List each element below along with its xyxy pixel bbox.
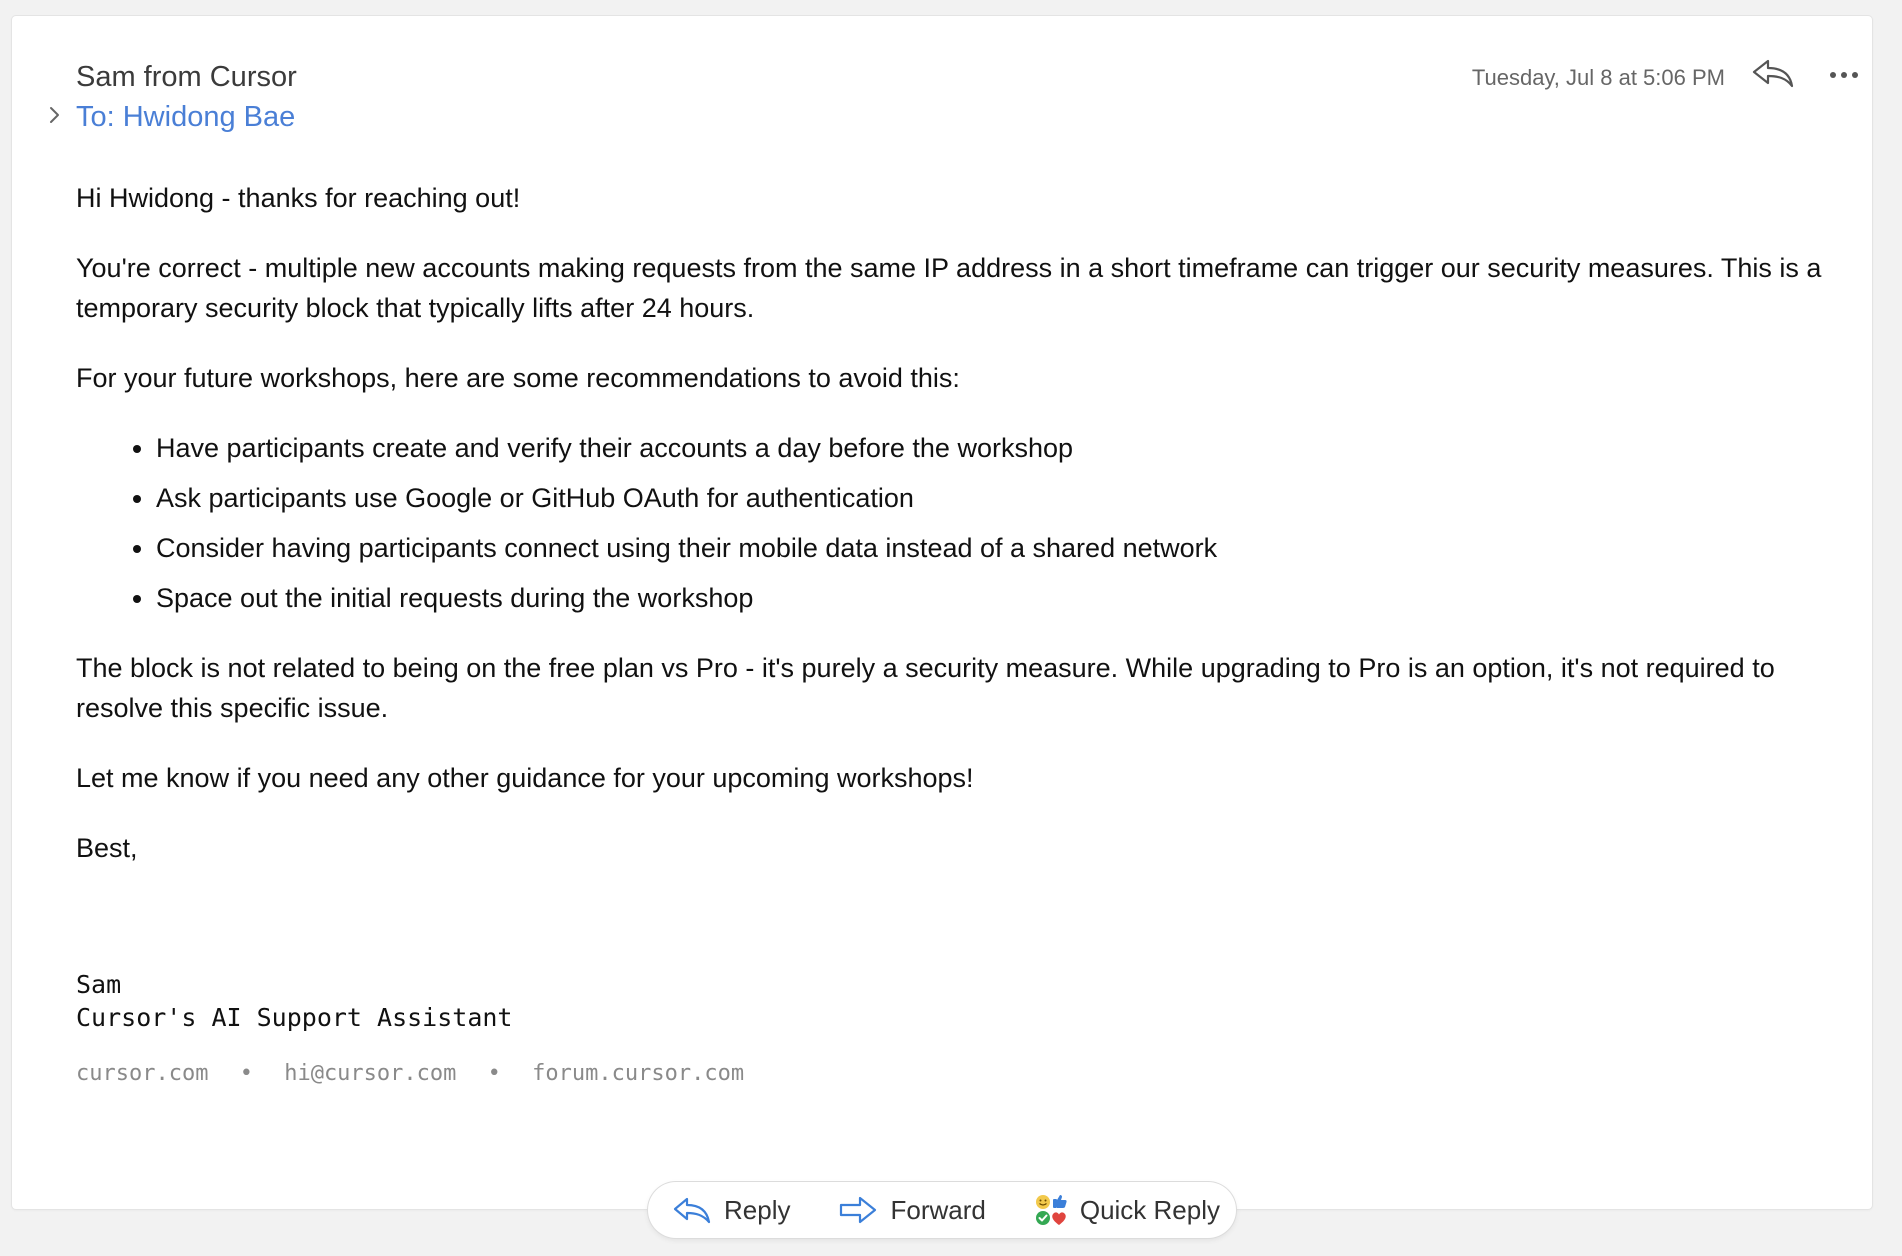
- quick-reply-button[interactable]: [1010, 1182, 1244, 1238]
- message-action-bar: [648, 1182, 1236, 1238]
- reply-button[interactable]: [648, 1182, 814, 1238]
- reply-button-label: Reply: [724, 1194, 791, 1225]
- list-item: • Space out the initial requests during the workshop: [156, 578, 1836, 618]
- signature-link-website[interactable]: cursor.com: [76, 1061, 209, 1086]
- message-body: [76, 178, 1836, 898]
- signature-link-forum[interactable]: forum.cursor.com: [532, 1061, 745, 1086]
- reply-icon: [672, 1195, 712, 1225]
- closing: Best,: [76, 833, 138, 863]
- list-item: • Ask participants use Google or GitHub OAuth for authentication: [156, 478, 1836, 518]
- forward-icon: [838, 1195, 878, 1225]
- reply-icon[interactable]: [1750, 56, 1796, 92]
- signature: [76, 968, 513, 1034]
- forward-button-label: Forward: [890, 1194, 986, 1225]
- separator: •: [239, 1061, 253, 1086]
- quick-reply-emoji-icon: [1034, 1193, 1068, 1227]
- list-item: • Consider having participants connect using their mobile data instead of a shared network: [156, 528, 1836, 568]
- recipient-line[interactable]: To: Hwidong Bae: [76, 101, 296, 133]
- signature-links: [76, 1061, 744, 1086]
- quick-reply-button-label: Quick Reply: [1079, 1194, 1220, 1225]
- message-date: Tuesday, Jul 8 at 5:06 PM: [1471, 65, 1725, 90]
- body-paragraph: You're correct - multiple new accounts making requests from the same IP address in a short timeframe can trigger our security measures. This is a temporary security block that typically lifts after 24 hours.: [76, 253, 1822, 323]
- list-item: • Have participants create and verify their accounts a day before the workshop: [156, 428, 1836, 468]
- signature-title: Cursor's AI Support Assistant: [76, 1003, 513, 1032]
- signature-name: Sam: [76, 970, 122, 999]
- body-paragraph: For your future workshops, here are some recommendations to avoid this:: [76, 363, 960, 393]
- body-paragraph: Let me know if you need any other guidance for your upcoming workshops!: [76, 763, 974, 793]
- separator: •: [487, 1061, 501, 1086]
- recommendation-list: [76, 428, 1836, 618]
- email-message-card: [12, 16, 1872, 1209]
- forward-button[interactable]: [814, 1182, 1009, 1238]
- greeting: Hi Hwidong - thanks for reaching out!: [76, 183, 521, 213]
- sender-name: Sam from Cursor: [76, 61, 297, 93]
- body-paragraph: The block is not related to being on the free plan vs Pro - it's purely a security measure. While upgrading to Pro is an option, it's not required to resolve this specific issue.: [76, 653, 1775, 723]
- expand-recipients-chevron-icon[interactable]: [42, 102, 68, 128]
- more-icon[interactable]: [1826, 60, 1862, 90]
- signature-link-email[interactable]: hi@cursor.com: [284, 1061, 457, 1086]
